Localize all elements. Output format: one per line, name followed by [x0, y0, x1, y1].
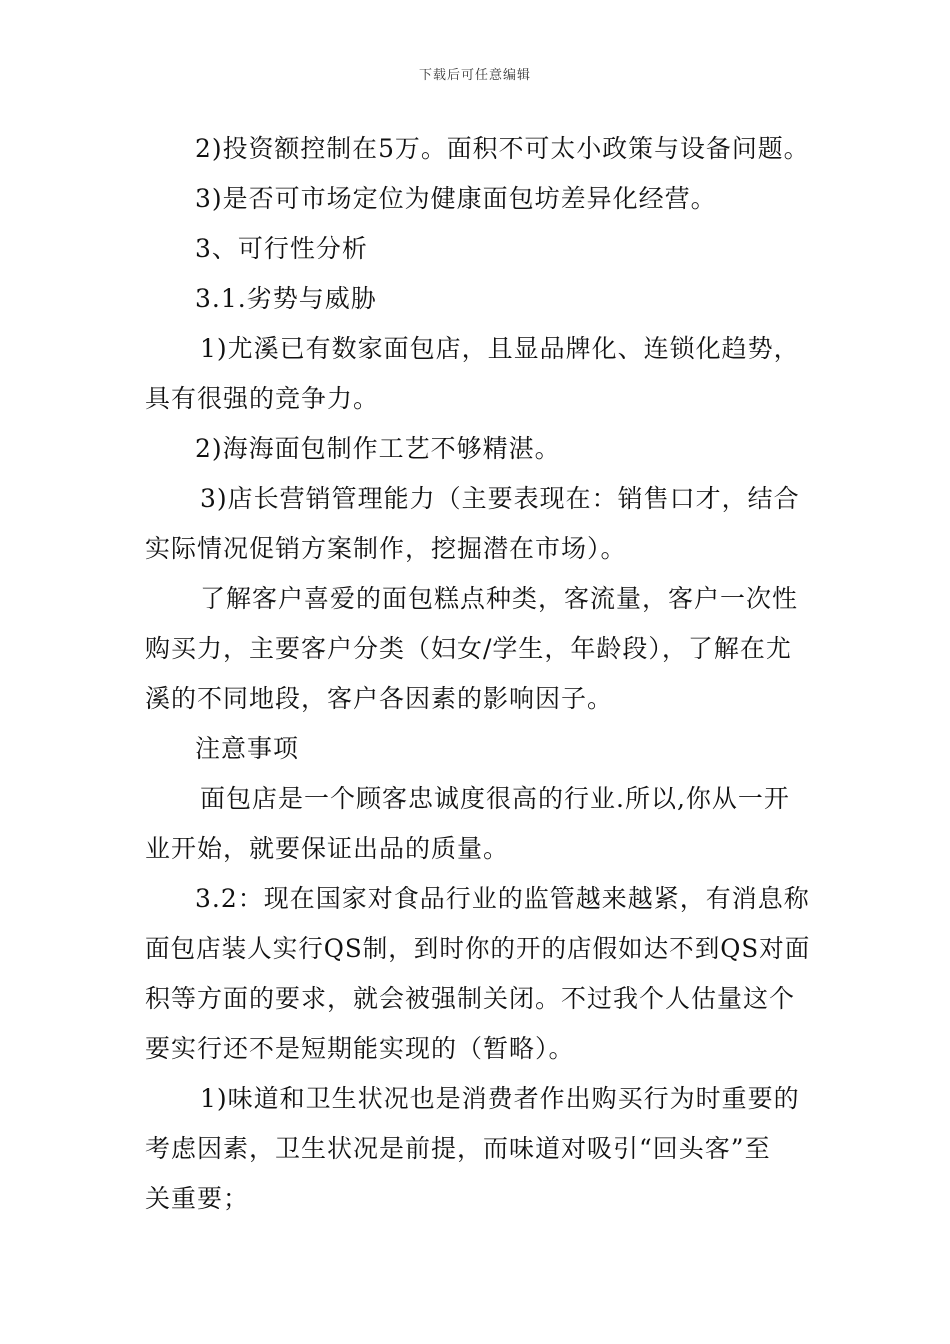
text-line: 溪的不同地段，客户各因素的影响因子。 — [145, 684, 614, 713]
text-line: 业开始，就要保证出品的质量。 — [145, 834, 510, 863]
section-heading: 3、可行性分析 — [195, 234, 368, 263]
text-line: 实际情况促销方案制作，挖掘潜在市场）。 — [145, 534, 627, 563]
text-line: 了解客户喜爱的面包糕点种类，客流量，客户一次性 — [200, 584, 799, 613]
text-line: 购买力，主要客户分类（妇女/学生，年龄段），了解在尤 — [145, 634, 792, 663]
text-line: 1)味道和卫生状况也是消费者作出购买行为时重要的 — [200, 1084, 800, 1113]
text-line: 关重要； — [145, 1184, 250, 1213]
page-header: 下载后可任意编辑 — [418, 68, 531, 83]
text-line: 3.2：现在国家对食品行业的监管越来越紧，有消息称 — [195, 884, 810, 913]
text-line: 面包店是一个顾客忠诚度很高的行业.所以,你从一开 — [200, 784, 790, 813]
notes-heading: 注意事项 — [195, 734, 300, 763]
text-line: 面包店装人实行QS制，到时你的开的店假如达不到QS对面 — [145, 934, 811, 963]
text-line: 要实行还不是短期能实现的（暂略）。 — [145, 1034, 575, 1063]
text-line: 考虑因素，卫生状况是前提，而味道对吸引“回头客”至 — [145, 1134, 771, 1163]
subsection-heading: 3.1.劣势与威胁 — [195, 284, 377, 313]
text-line: 1)尤溪已有数家面包店，且显品牌化、连锁化趋势， — [200, 334, 800, 363]
text-line: 2)投资额控制在5万。面积不可太小政策与设备问题。 — [195, 134, 810, 163]
text-line: 3)是否可市场定位为健康面包坊差异化经营。 — [195, 184, 717, 213]
text-line: 积等方面的要求，就会被强制关闭。不过我个人估量这个 — [145, 984, 796, 1013]
text-line: 2)海海面包制作工艺不够精湛。 — [195, 434, 561, 463]
text-line: 具有很强的竞争力。 — [145, 384, 380, 413]
text-line: 3)店长营销管理能力（主要表现在：销售口才，结合 — [200, 484, 800, 513]
